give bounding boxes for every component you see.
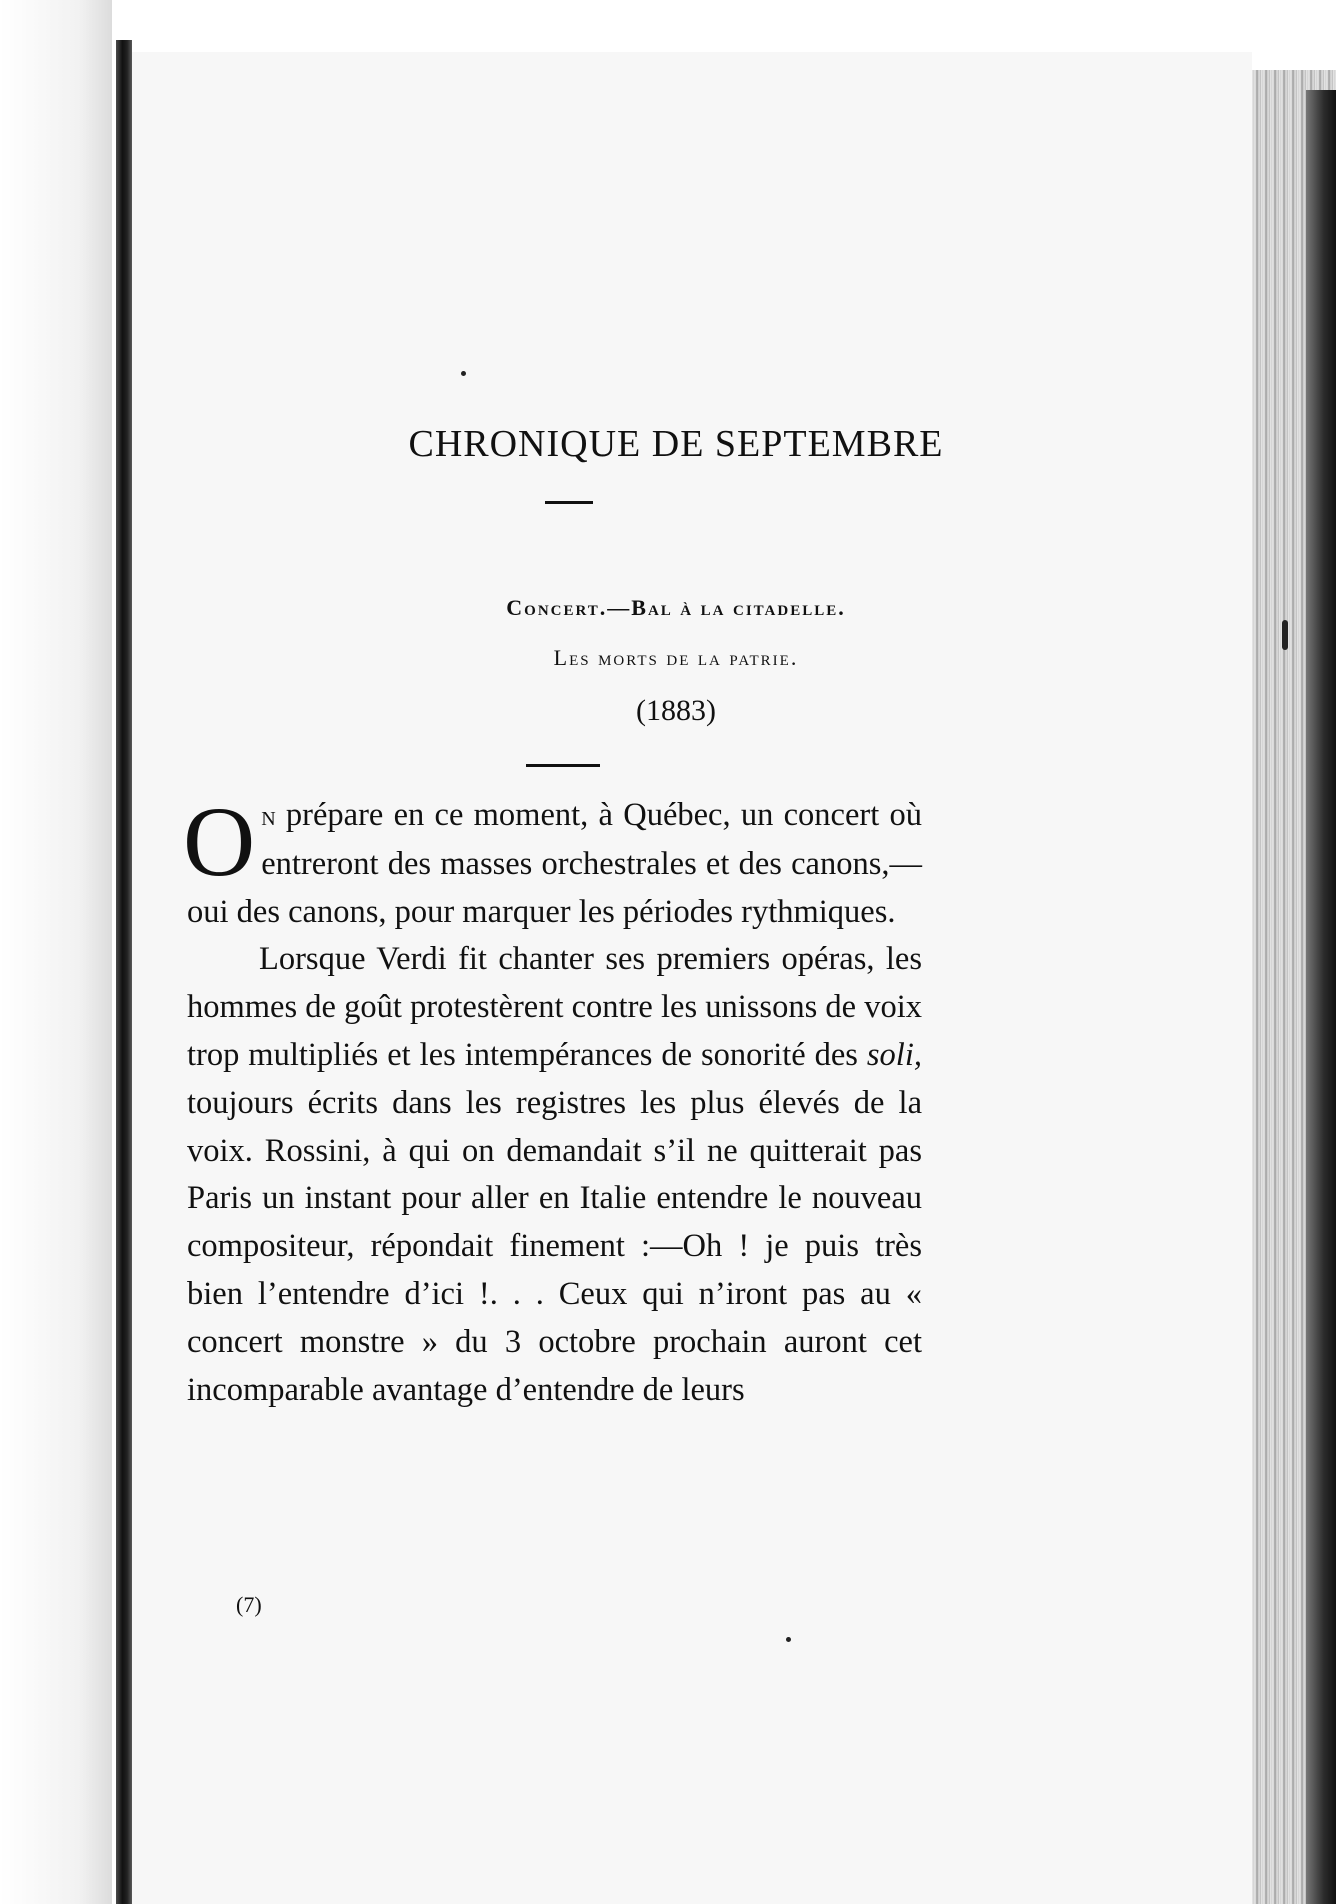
drop-cap: O [183,786,256,897]
ink-speck [786,1637,791,1642]
body-text [183,786,922,1414]
subheading-line-1: Concert.—Bal à la citadelle. [506,595,846,620]
year-label: (1883) [636,694,716,727]
page-number: (7) [236,1592,262,1617]
ink-speck [461,371,466,376]
left-page-edge [0,0,112,1904]
paragraph-1 [183,786,922,936]
paragraph-2-text: Lorsque Verdi fit chanter ses premiers opéras, les hommes de goût protestèrent contre les unissons de voix trop multipliés et les intempérances de sonorité des [187,941,922,1073]
title-rule [545,501,593,504]
lead-small-caps: n [261,801,276,832]
chapter-title: CHRONIQUE DE SEPTEMBRE [408,423,944,465]
paragraph-1-text: prépare en ce moment, à Québec, un concert où entreront des masses orchestrales et des canons,—oui des canons, pour marquer les périodes rythmiques. [187,797,922,930]
book-fore-edge-shadow [1306,90,1336,1904]
italic-term: soli, [866,1036,922,1073]
paragraph-2 [187,936,922,1414]
book-gutter [116,40,132,1904]
subheading-line-2: Les morts de la patrie. [553,645,799,670]
right-page [132,52,1252,1904]
paragraph-2-continued: toujours écrits dans les registres les plus élevés de la voix. Rossini, à qui on demandait s’il ne quitterait pas Paris un instant pour aller en Italie entendre le nouveau compositeur, répondait finement :—Oh ! je puis très bien l’entendre d’ici !. . . Ceux qui n’iront pas au « concert monstre » du 3 octobre prochain auront cet incomparable avantage d’entendre de leurs [187,1084,922,1408]
page-text-block [132,52,1252,1904]
section-rule [526,764,600,767]
edge-mark [1282,620,1288,650]
